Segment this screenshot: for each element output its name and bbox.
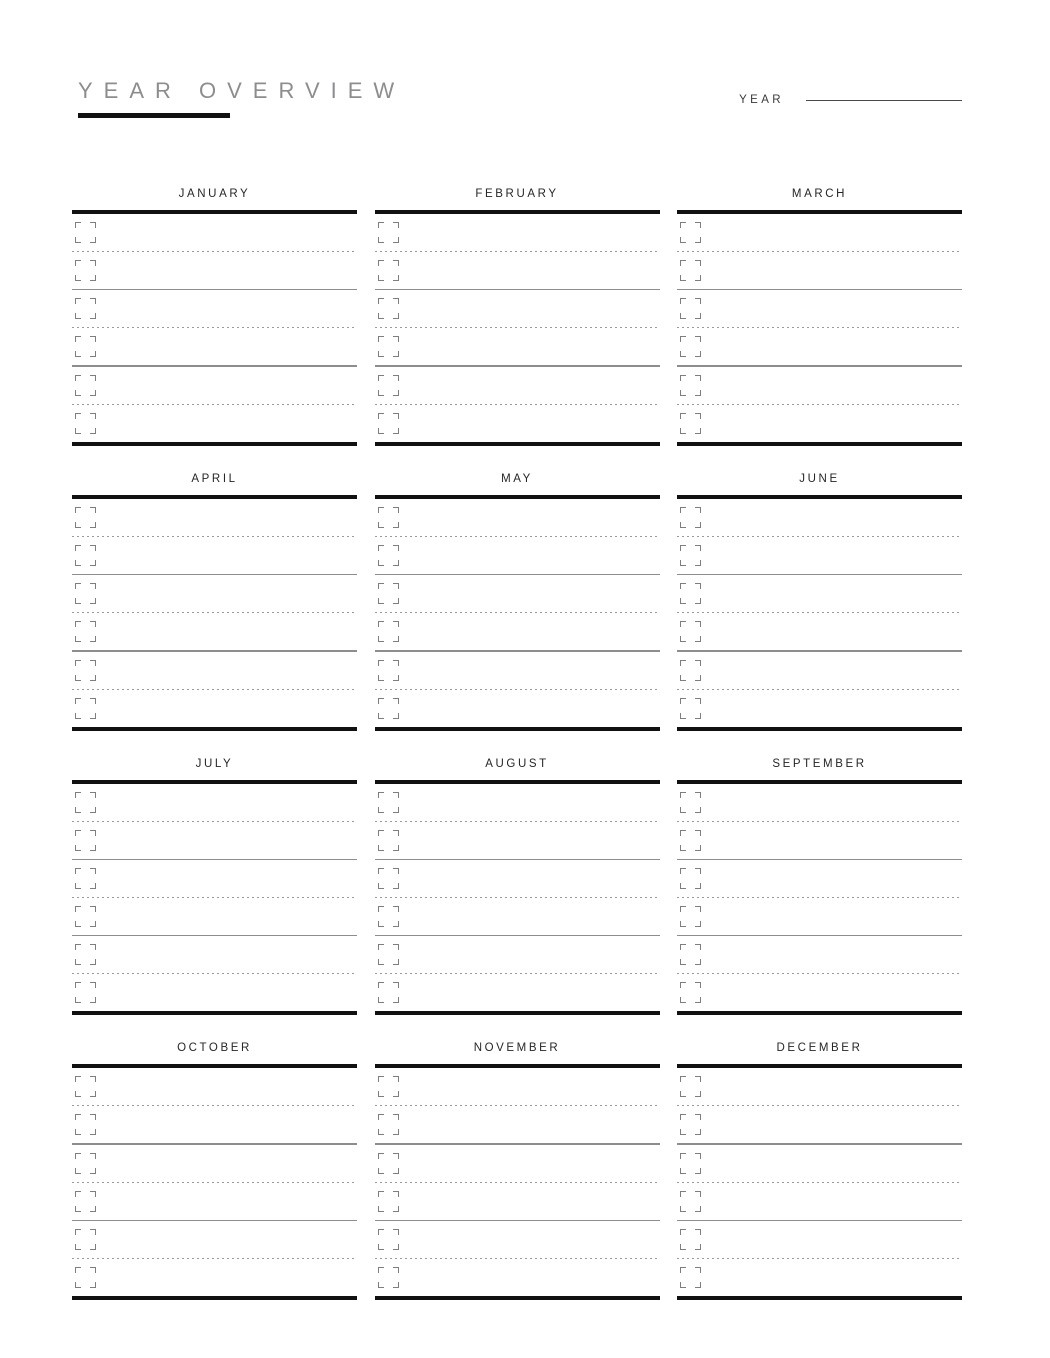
checkbox-icon[interactable] (75, 1076, 96, 1097)
checkbox-icon[interactable] (75, 583, 96, 604)
checkbox-icon[interactable] (680, 1153, 701, 1174)
entry-row[interactable] (677, 1259, 962, 1296)
entry-row[interactable] (677, 1183, 962, 1220)
entry-row[interactable] (677, 499, 962, 536)
month-bottom-rule (677, 727, 962, 731)
checkbox-icon[interactable] (378, 868, 399, 889)
month-block-july (72, 756, 357, 1016)
month-name-label: MAY (501, 472, 533, 485)
month-block-march (677, 186, 962, 446)
entry-row[interactable] (72, 822, 357, 859)
entry-row[interactable] (72, 690, 357, 727)
entry-row[interactable] (72, 1221, 357, 1258)
page-header (78, 78, 962, 138)
checkbox-icon[interactable] (378, 792, 399, 813)
entry-row[interactable] (375, 936, 660, 973)
checkbox-icon[interactable] (75, 660, 96, 681)
month-grid-row (72, 756, 962, 1016)
checkbox-icon[interactable] (378, 583, 399, 604)
entry-row[interactable] (375, 822, 660, 859)
month-block-may (375, 471, 660, 731)
month-name-label: SEPTEMBER (772, 757, 867, 770)
month-entry-rows (375, 214, 660, 442)
entry-row[interactable] (375, 898, 660, 935)
entry-row[interactable] (72, 784, 357, 821)
checkbox-icon[interactable] (378, 260, 399, 281)
entry-row[interactable] (677, 1145, 962, 1182)
entry-row[interactable] (375, 652, 660, 689)
month-name-label: JUNE (799, 472, 840, 485)
month-block-january (72, 186, 357, 446)
month-name-label: APRIL (191, 472, 238, 485)
entry-row[interactable] (375, 1145, 660, 1182)
checkbox-icon[interactable] (75, 336, 96, 357)
checkbox-icon[interactable] (680, 336, 701, 357)
month-block-december (677, 1040, 962, 1300)
month-bottom-rule (72, 1296, 357, 1300)
entry-row[interactable] (677, 784, 962, 821)
checkbox-icon[interactable] (680, 222, 701, 243)
checkbox-icon[interactable] (378, 944, 399, 965)
checkbox-icon[interactable] (75, 830, 96, 851)
checkbox-icon[interactable] (680, 375, 701, 396)
month-entry-rows (677, 499, 962, 727)
entry-row[interactable] (677, 1068, 962, 1105)
entry-row[interactable] (677, 1221, 962, 1258)
entry-row[interactable] (375, 367, 660, 404)
entry-row[interactable] (72, 1145, 357, 1182)
entry-row[interactable] (375, 1106, 660, 1143)
entry-row[interactable] (375, 290, 660, 327)
month-block-april (72, 471, 357, 731)
checkbox-icon[interactable] (378, 982, 399, 1003)
checkbox-icon[interactable] (680, 413, 701, 434)
checkbox-icon[interactable] (378, 1267, 399, 1288)
entry-row[interactable] (375, 860, 660, 897)
entry-row[interactable] (72, 936, 357, 973)
entry-row[interactable] (72, 537, 357, 574)
checkbox-icon[interactable] (378, 336, 399, 357)
entry-row[interactable] (375, 1183, 660, 1220)
entry-row[interactable] (72, 1259, 357, 1296)
checkbox-icon[interactable] (378, 1153, 399, 1174)
checkbox-icon[interactable] (75, 1191, 96, 1212)
month-name-label: DECEMBER (776, 1042, 863, 1055)
checkbox-icon[interactable] (75, 982, 96, 1003)
month-entry-rows (72, 784, 357, 1012)
month-entry-rows (72, 214, 357, 442)
title-underline-rule (78, 113, 230, 118)
entry-row[interactable] (375, 252, 660, 289)
checkbox-icon[interactable] (378, 298, 399, 319)
year-input-blank[interactable] (806, 100, 962, 101)
month-name-label: JULY (195, 757, 234, 770)
checkbox-icon[interactable] (75, 906, 96, 927)
entry-row[interactable] (677, 652, 962, 689)
checkbox-icon[interactable] (680, 583, 701, 604)
year-label: YEAR (739, 94, 784, 106)
checkbox-icon[interactable] (75, 868, 96, 889)
checkbox-icon[interactable] (75, 413, 96, 434)
entry-row[interactable] (72, 499, 357, 536)
entry-row[interactable] (375, 1221, 660, 1258)
entry-row[interactable] (72, 252, 357, 289)
month-bottom-rule (677, 1011, 962, 1015)
entry-row[interactable] (677, 252, 962, 289)
month-bottom-rule (375, 1296, 660, 1300)
entry-row[interactable] (72, 1068, 357, 1105)
checkbox-icon[interactable] (680, 868, 701, 889)
month-bottom-rule (72, 442, 357, 446)
checkbox-icon[interactable] (378, 375, 399, 396)
entry-row[interactable] (375, 537, 660, 574)
entry-row[interactable] (375, 974, 660, 1011)
checkbox-icon[interactable] (378, 698, 399, 719)
checkbox-icon[interactable] (75, 507, 96, 528)
checkbox-icon[interactable] (680, 298, 701, 319)
month-name-label: AUGUST (485, 757, 549, 770)
checkbox-icon[interactable] (75, 944, 96, 965)
entry-row[interactable] (677, 214, 962, 251)
checkbox-icon[interactable] (378, 830, 399, 851)
entry-row[interactable] (677, 860, 962, 897)
entry-row[interactable] (375, 575, 660, 612)
entry-row[interactable] (72, 652, 357, 689)
checkbox-icon[interactable] (378, 660, 399, 681)
entry-row[interactable] (677, 405, 962, 442)
entry-row[interactable] (375, 328, 660, 365)
checkbox-icon[interactable] (75, 1267, 96, 1288)
month-grid-row (72, 186, 962, 446)
month-block-november (375, 1040, 660, 1300)
month-bottom-rule (375, 442, 660, 446)
checkbox-icon[interactable] (680, 260, 701, 281)
month-name-label: NOVEMBER (473, 1042, 561, 1055)
entry-row[interactable] (375, 690, 660, 727)
checkbox-icon[interactable] (680, 1267, 701, 1288)
month-grid (72, 186, 962, 1300)
checkbox-icon[interactable] (680, 1076, 701, 1097)
entry-row[interactable] (72, 860, 357, 897)
checkbox-icon[interactable] (75, 375, 96, 396)
entry-row[interactable] (72, 367, 357, 404)
month-name-label: MARCH (791, 188, 848, 200)
checkbox-icon[interactable] (378, 1114, 399, 1135)
checkbox-icon[interactable] (680, 1191, 701, 1212)
entry-row[interactable] (375, 784, 660, 821)
entry-row[interactable] (677, 367, 962, 404)
entry-row[interactable] (677, 1106, 962, 1143)
checkbox-icon[interactable] (378, 1229, 399, 1250)
entry-row[interactable] (677, 537, 962, 574)
page-title: YEAR OVERVIEW (78, 78, 406, 103)
month-entry-rows (72, 1068, 357, 1296)
month-bottom-rule (72, 727, 357, 731)
entry-row[interactable] (677, 328, 962, 365)
checkbox-icon[interactable] (378, 1191, 399, 1212)
month-entry-rows (375, 784, 660, 1012)
entry-row[interactable] (375, 405, 660, 442)
month-entry-rows (677, 214, 962, 442)
month-entry-rows (375, 499, 660, 727)
entry-row[interactable] (375, 613, 660, 650)
month-grid-row (72, 471, 962, 731)
month-grid-row (72, 1040, 962, 1300)
month-entry-rows (375, 1068, 660, 1296)
month-name-label: FEBRUARY (475, 188, 559, 200)
month-name-label: OCTOBER (177, 1042, 252, 1055)
checkbox-icon[interactable] (680, 830, 701, 851)
checkbox-icon[interactable] (680, 1229, 701, 1250)
entry-row[interactable] (72, 328, 357, 365)
month-entry-rows (677, 1068, 962, 1296)
month-entry-rows (72, 499, 357, 727)
month-block-june (677, 471, 962, 731)
checkbox-icon[interactable] (378, 1076, 399, 1097)
entry-row[interactable] (677, 822, 962, 859)
checkbox-icon[interactable] (680, 507, 701, 528)
entry-row[interactable] (677, 974, 962, 1011)
year-field-group (739, 94, 962, 106)
month-entry-rows (677, 784, 962, 1012)
checkbox-icon[interactable] (378, 222, 399, 243)
entry-row[interactable] (677, 575, 962, 612)
title-group (78, 78, 405, 118)
checkbox-icon[interactable] (680, 698, 701, 719)
month-block-february (375, 186, 660, 446)
checkbox-icon[interactable] (75, 792, 96, 813)
checkbox-icon[interactable] (75, 545, 96, 566)
entry-row[interactable] (375, 499, 660, 536)
entry-row[interactable] (72, 898, 357, 935)
entry-row[interactable] (677, 613, 962, 650)
entry-row[interactable] (375, 1068, 660, 1105)
checkbox-icon[interactable] (75, 260, 96, 281)
month-block-october (72, 1040, 357, 1300)
month-bottom-rule (375, 1011, 660, 1015)
checkbox-icon[interactable] (680, 906, 701, 927)
entry-row[interactable] (375, 214, 660, 251)
checkbox-icon[interactable] (75, 698, 96, 719)
checkbox-icon[interactable] (378, 906, 399, 927)
month-block-august (375, 756, 660, 1016)
entry-row[interactable] (72, 613, 357, 650)
month-bottom-rule (677, 442, 962, 446)
entry-row[interactable] (72, 290, 357, 327)
checkbox-icon[interactable] (680, 621, 701, 642)
entry-row[interactable] (375, 1259, 660, 1296)
checkbox-icon[interactable] (378, 507, 399, 528)
checkbox-icon[interactable] (75, 222, 96, 243)
entry-row[interactable] (72, 1183, 357, 1220)
month-bottom-rule (677, 1296, 962, 1300)
checkbox-icon[interactable] (680, 944, 701, 965)
checkbox-icon[interactable] (680, 792, 701, 813)
checkbox-icon[interactable] (680, 982, 701, 1003)
entry-row[interactable] (72, 575, 357, 612)
entry-row[interactable] (72, 405, 357, 442)
entry-row[interactable] (677, 290, 962, 327)
checkbox-icon[interactable] (680, 660, 701, 681)
month-block-september (677, 756, 962, 1016)
checkbox-icon[interactable] (75, 621, 96, 642)
checkbox-icon[interactable] (75, 1114, 96, 1135)
checkbox-icon[interactable] (680, 545, 701, 566)
entry-row[interactable] (72, 214, 357, 251)
month-bottom-rule (72, 1011, 357, 1015)
entry-row[interactable] (677, 690, 962, 727)
checkbox-icon[interactable] (680, 1114, 701, 1135)
entry-row[interactable] (677, 936, 962, 973)
entry-row[interactable] (677, 898, 962, 935)
checkbox-icon[interactable] (75, 1153, 96, 1174)
checkbox-icon[interactable] (75, 1229, 96, 1250)
checkbox-icon[interactable] (378, 413, 399, 434)
checkbox-icon[interactable] (75, 298, 96, 319)
entry-row[interactable] (72, 974, 357, 1011)
month-name-label: JANUARY (178, 188, 251, 200)
checkbox-icon[interactable] (378, 545, 399, 566)
checkbox-icon[interactable] (378, 621, 399, 642)
month-bottom-rule (375, 727, 660, 731)
entry-row[interactable] (72, 1106, 357, 1143)
